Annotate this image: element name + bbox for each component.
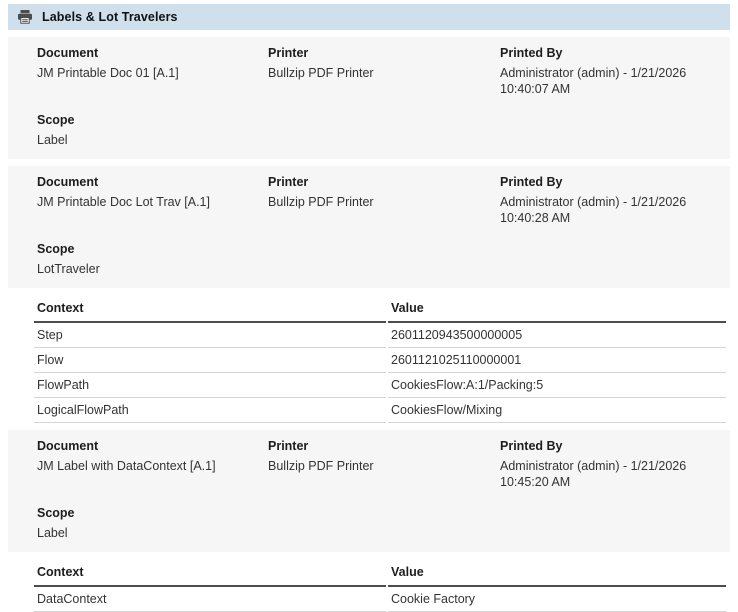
context-column-header: Context (34, 558, 386, 587)
printed-by-label: Printed By (500, 46, 563, 60)
print-job-card (8, 166, 730, 288)
printed-by-label: Printed By (500, 439, 563, 453)
scope-label: Scope (37, 242, 75, 256)
context-table (32, 558, 728, 612)
context-cell: LogicalFlowPath (34, 398, 386, 423)
scope-value: LotTraveler (37, 262, 100, 276)
printed-by-field (500, 175, 722, 226)
print-job (8, 37, 730, 159)
print-jobs-list (8, 37, 730, 612)
document-value: JM Label with DataContext [A.1] (37, 459, 216, 473)
document-label: Document (37, 439, 99, 453)
value-cell: CookiesFlow:A:1/Packing:5 (388, 373, 726, 398)
context-table (32, 294, 728, 423)
printer-icon (17, 9, 33, 25)
document-field (37, 439, 268, 490)
context-table-header-row (34, 558, 726, 587)
scope-field (37, 242, 722, 277)
value-column-header: Value (388, 558, 726, 587)
panel-header[interactable] (8, 4, 730, 30)
value-cell: CookiesFlow/Mixing (388, 398, 726, 423)
document-value: JM Printable Doc Lot Trav [A.1] (37, 195, 210, 209)
context-table-row (34, 373, 726, 398)
context-table-row (34, 398, 726, 423)
context-table-row (34, 348, 726, 373)
printer-value: Bullzip PDF Printer (268, 66, 374, 80)
printer-field (268, 175, 500, 226)
printer-field (268, 439, 500, 490)
printer-label: Printer (268, 46, 309, 60)
scope-value: Label (37, 133, 68, 147)
print-job (8, 430, 730, 612)
scope-field (37, 113, 722, 148)
document-field (37, 46, 268, 97)
printer-value: Bullzip PDF Printer (268, 459, 374, 473)
printed-by-field (500, 439, 722, 490)
print-job (8, 166, 730, 423)
context-table-row (34, 587, 726, 612)
context-cell: FlowPath (34, 373, 386, 398)
value-cell: Cookie Factory (388, 587, 726, 612)
print-job-card (8, 37, 730, 159)
value-cell: 2601121025110000001 (388, 348, 726, 373)
printer-label: Printer (268, 439, 309, 453)
context-cell: Step (34, 323, 386, 348)
printed-by-value: Administrator (admin) - 1/21/2026 10:45:20 AM (500, 459, 687, 489)
context-table-row (34, 323, 726, 348)
print-job-card (8, 430, 730, 552)
printer-label: Printer (268, 175, 309, 189)
printed-by-value: Administrator (admin) - 1/21/2026 10:40:28 AM (500, 195, 687, 225)
scope-value: Label (37, 526, 68, 540)
value-cell: 2601120943500000005 (388, 323, 726, 348)
context-cell: DataContext (34, 587, 386, 612)
value-column-header: Value (388, 294, 726, 323)
scope-field (37, 506, 722, 541)
document-label: Document (37, 46, 99, 60)
context-table-header-row (34, 294, 726, 323)
scope-label: Scope (37, 113, 75, 127)
printer-value: Bullzip PDF Printer (268, 195, 374, 209)
document-field (37, 175, 268, 226)
context-column-header: Context (34, 294, 386, 323)
context-cell: Flow (34, 348, 386, 373)
printed-by-field (500, 46, 722, 97)
scope-label: Scope (37, 506, 75, 520)
printed-by-value: Administrator (admin) - 1/21/2026 10:40:07 AM (500, 66, 687, 96)
printed-by-label: Printed By (500, 175, 563, 189)
panel-title: Labels & Lot Travelers (42, 10, 178, 24)
document-value: JM Printable Doc 01 [A.1] (37, 66, 179, 80)
printer-field (268, 46, 500, 97)
document-label: Document (37, 175, 99, 189)
